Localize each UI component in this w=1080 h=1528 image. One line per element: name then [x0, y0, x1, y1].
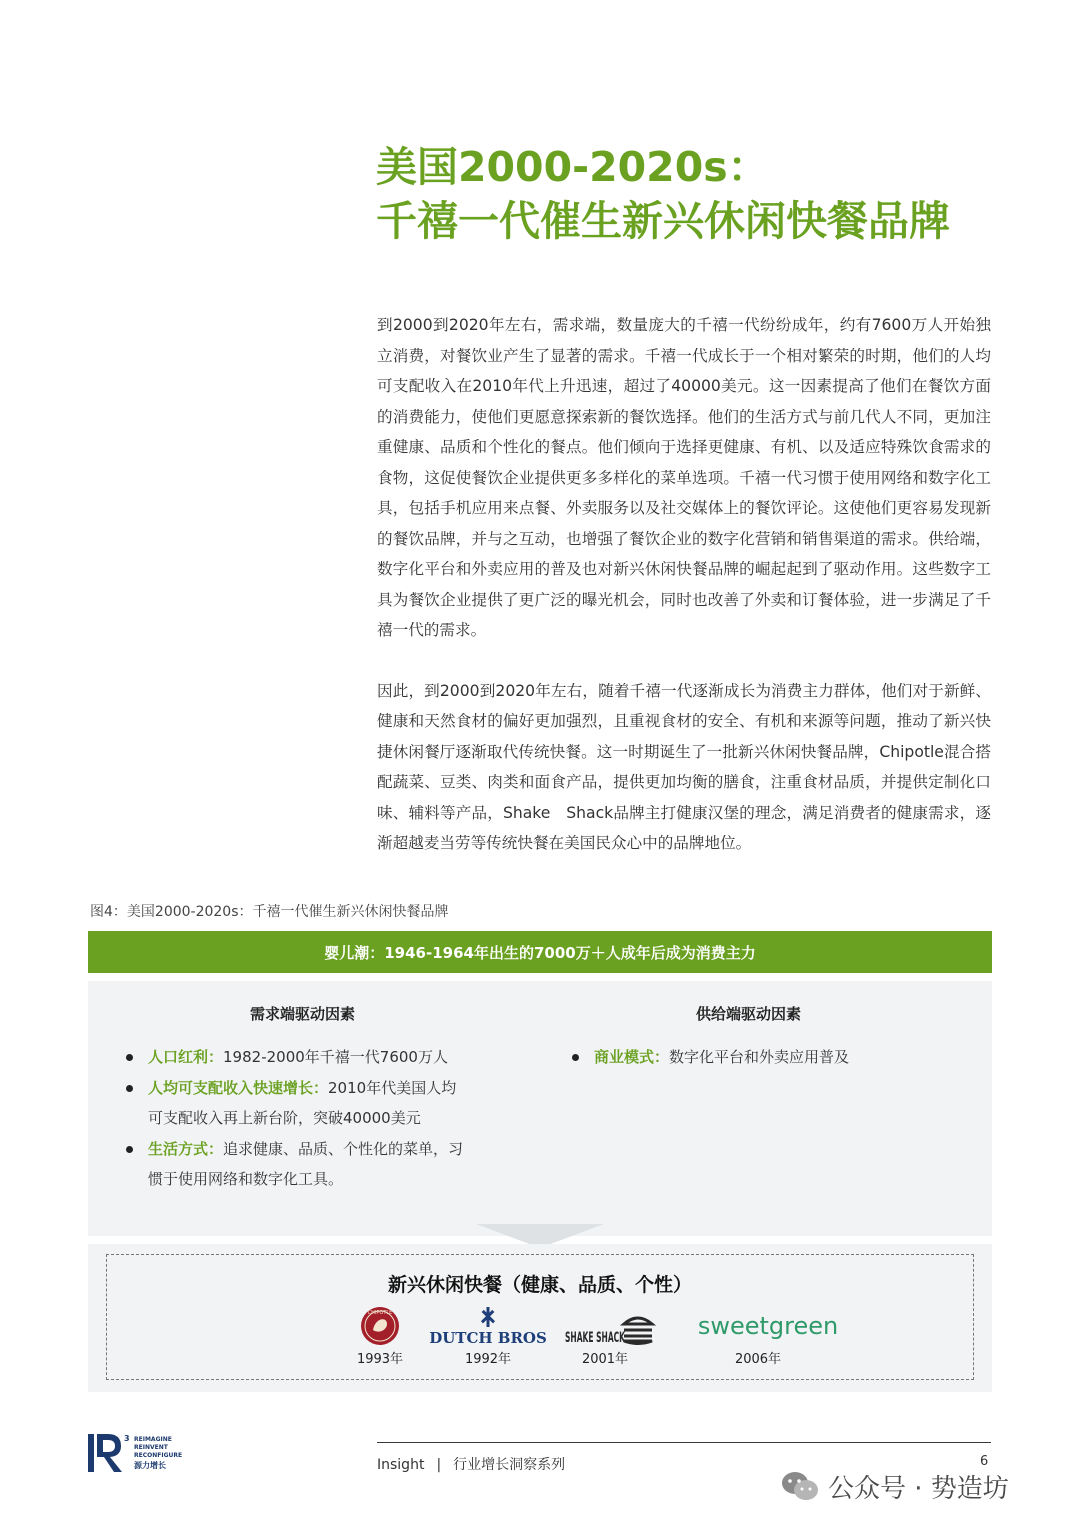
sweetgreen-logo-text: sweetgreen — [697, 1312, 839, 1340]
brand-year: 1992年 — [464, 1352, 512, 1367]
brand-shake-shack — [550, 1306, 660, 1368]
wechat-icon — [780, 1470, 820, 1502]
list-item — [124, 1073, 464, 1134]
item-label: 人均可支配收入快速增长： — [148, 1078, 329, 1097]
logo-superscript: 3 — [124, 1434, 130, 1443]
item-label: 商业模式： — [594, 1048, 670, 1066]
result-title: 新兴休闲快餐（健康、品质、个性） — [387, 1274, 692, 1296]
body-text — [377, 310, 991, 859]
footer-insight: Insight — [377, 1457, 425, 1473]
footer-series: 行业增长洞察系列 — [453, 1457, 566, 1473]
demand-heading: 需求端驱动因素 — [250, 1005, 356, 1023]
result-panel — [88, 1244, 992, 1392]
title-line-1: 美国2000-2020s： — [376, 143, 769, 191]
brand-dutch-bros — [429, 1306, 547, 1368]
shake-shack-logo-text: SHAKE SHACK — [565, 1330, 626, 1346]
paragraph-2: 因此，到2000到2020年左右，随着千禧一代逐渐成长为消费主力群体，他们对于新鲜、健康和天然食材的偏好更加强烈，且重视食材的安全、有机和来源等问题，推动了新兴快捷休闲餐厅逐渐取代传统快餐。这一时期诞生了一批新兴休闲快餐品牌，Chipotle混合搭配蔬菜、豆类、肉类和面食产品，提供更加均衡的膳食，注重食材品质，并提供定制化口味、辅料等产品，Shake Shack品牌主打健康汉堡的理念，满足消费者的健康需求，逐渐超越麦当劳等传统快餐在美国民众心中的品牌地位。 — [377, 681, 991, 852]
chipotle-logo-text: CHIPOTLE — [367, 1310, 393, 1316]
item-text: 2010年代美国人均可支配收入再上新台阶，突破40000美元 — [148, 1078, 457, 1127]
brand-year: 2001年 — [581, 1352, 629, 1367]
item-text: 追求健康、品质、个性化的菜单，习惯于使用网络和数字化工具。 — [148, 1139, 464, 1188]
item-text: 数字化平台和外卖应用普及 — [669, 1048, 850, 1066]
list-item — [570, 1042, 930, 1073]
logo-line-3: RECONFIGURE — [134, 1452, 183, 1459]
list-item — [124, 1134, 464, 1195]
logo-cn: 源力增长 — [134, 1461, 166, 1470]
brand-year: 2006年 — [734, 1352, 782, 1367]
figure-caption: 图4：美国2000-2020s：千禧一代催生新兴休闲快餐品牌 — [90, 904, 449, 920]
page-number: 6 — [980, 1454, 989, 1469]
banner-text: 婴儿潮：1946-1964年出生的7000万＋人成年后成为消费主力 — [324, 943, 756, 962]
sweetgreen-logo — [698, 1306, 838, 1346]
logo-line-2: REINVENT — [134, 1444, 168, 1451]
title-line-2: 千禧一代催生新兴休闲快餐品牌 — [376, 197, 950, 245]
footer-separator: | — [436, 1457, 442, 1473]
brand-year: 1993年 — [356, 1352, 404, 1367]
footer-divider — [377, 1442, 991, 1443]
demand-list — [124, 1042, 464, 1195]
brand-chipotle — [325, 1306, 435, 1368]
page-title — [376, 140, 1036, 248]
dutch-bros-logo-text: DUTCH BROS — [429, 1329, 547, 1347]
figure-banner — [88, 931, 992, 973]
paragraph-1: 到2000到2020年左右，需求端，数量庞大的千禧一代纷纷成年，约有7600万人开始独立消费，对餐饮业产生了显著的需求。千禧一代成长于一个相对繁荣的时期，他们的人均可支配收入在2010年代上升迅速，超过了40000美元。这一因素提高了他们在餐饮方面的消费能力，使他们更愿意探索新的餐饮选择。他们的生活方式与前几代人不同，更加注重健康、品质和个性化的餐点。他们倾向于选择更健康、有机、以及适应特殊饮食需求的食物，这促使餐饮企业提供更多多样化的菜单选项。千禧一代习惯于使用网络和数字化工具，包括手机应用来点餐、外卖服务以及社交媒体上的餐饮评论。这使他们更容易发现新的餐饮品牌，并与之互动，也增强了餐饮企业的数字化营销和销售渠道的需求。供给端，数字化平台和外卖应用的普及也对新兴休闲快餐品牌的崛起起到了驱动作用。这些数字工具为餐饮企业提供了更广泛的曝光机会，同时也改善了外卖和订餐体验，进一步满足了千禧一代的需求。 — [377, 316, 991, 639]
r3-logo — [88, 1432, 198, 1478]
logo-line-1: REIMAGINE — [134, 1436, 172, 1443]
supply-heading: 供给端驱动因素 — [696, 1005, 802, 1023]
item-label: 生活方式： — [148, 1139, 224, 1158]
supply-list — [570, 1042, 930, 1073]
drivers-panel — [88, 981, 992, 1236]
dutch-bros-logo — [429, 1306, 547, 1347]
chipotle-logo — [325, 1306, 435, 1346]
watermark — [780, 1464, 1009, 1508]
item-text: 1982-2000年千禧一代7600万人 — [223, 1048, 448, 1066]
brand-sweetgreen — [698, 1306, 838, 1368]
footer-text — [377, 1454, 565, 1474]
watermark-text: 公众号 · 势造坊 — [828, 1473, 1009, 1504]
item-label: 人口红利： — [148, 1048, 224, 1066]
list-item — [124, 1042, 464, 1073]
shake-shack-logo — [550, 1306, 660, 1346]
